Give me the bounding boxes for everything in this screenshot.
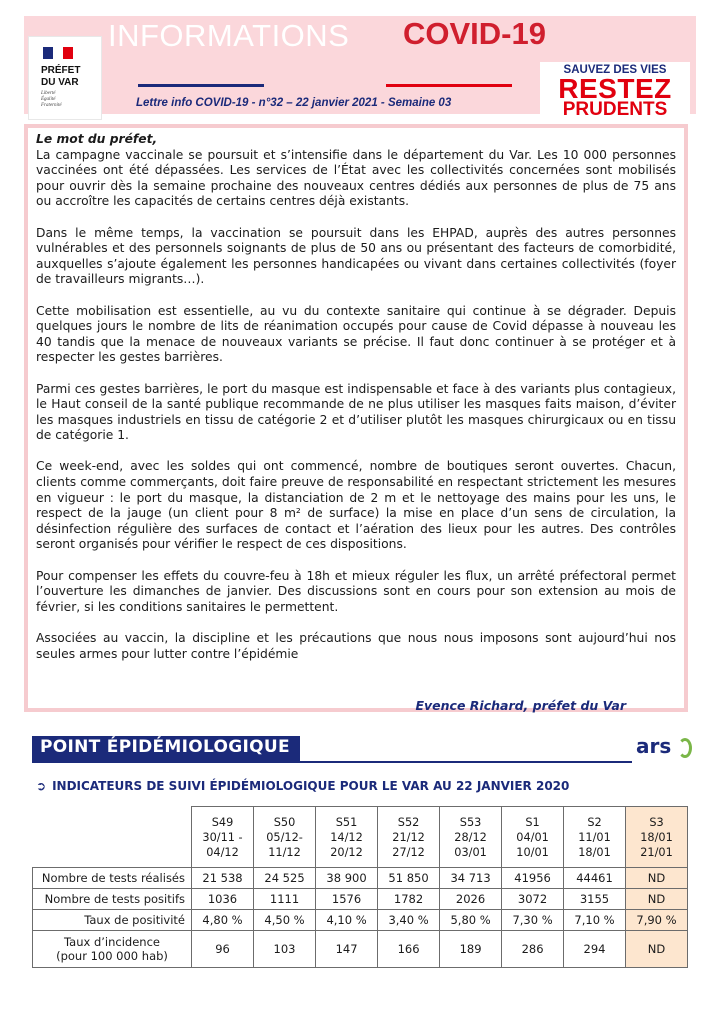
row-label: Nombre de tests positifs bbox=[33, 889, 192, 910]
table-cell: 1782 bbox=[378, 889, 440, 910]
letter-paragraph: La campagne vaccinale se poursuit et s’intensifie dans le département du Var. Les 10 000 personnes vaccinées ont été dépassées. Les services de l’État avec les collectivités concernées sont mobilisés pour ouvrir dès la semaine prochaine des nouveaux centres dédiés aux personnes de plus de 75 ans ou accroître les capacités de certains centres déjà existants. bbox=[36, 147, 676, 209]
column-header-s3: S3 18/01 21/01 bbox=[625, 807, 687, 868]
table-cell: 7,30 % bbox=[502, 910, 564, 931]
table-cell: 2026 bbox=[440, 889, 502, 910]
campaign-line2: RESTEZ bbox=[558, 73, 672, 104]
table-cell: 41956 bbox=[502, 868, 564, 889]
table-cell: ND bbox=[625, 889, 687, 910]
letter-body bbox=[36, 132, 676, 678]
table-cell: 4,80 % bbox=[192, 910, 254, 931]
letter-heading: Le mot du préfet, bbox=[36, 132, 158, 146]
table-cell: 189 bbox=[440, 931, 502, 968]
table-cell: 286 bbox=[502, 931, 564, 968]
divider-blue bbox=[138, 84, 264, 87]
table-cell: 7,90 % bbox=[625, 910, 687, 931]
campaign-line3: PRUDENTS bbox=[562, 99, 668, 120]
ars-logo bbox=[636, 734, 696, 774]
section-title: POINT ÉPIDÉMIOLOGIQUE bbox=[40, 737, 290, 757]
table-row bbox=[33, 868, 688, 889]
table-corner-cell bbox=[33, 807, 192, 868]
ars-wordmark: ars bbox=[636, 734, 672, 758]
logo-line2: DU VAR bbox=[41, 77, 79, 88]
column-header-s1: S1 04/01 10/01 bbox=[502, 807, 564, 868]
column-header-s51: S51 14/12 20/12 bbox=[316, 807, 378, 868]
letter-paragraph: Dans le même temps, la vaccination se poursuit dans les EHPAD, auprès des autres personnes vulnérables et des personnels soignants de plus de 50 ans ou présentant des facteurs de comorbidité, auxquelles s’ajoute également les personnes handicapées ou vivant dans certaines collectivités (foyer de travailleurs migrants…). bbox=[36, 225, 676, 287]
row-label: Taux de positivité bbox=[33, 910, 192, 931]
column-header-s49: S49 30/11 - 04/12 bbox=[192, 807, 254, 868]
prefect-letter bbox=[24, 124, 688, 712]
table-cell: 51 850 bbox=[378, 868, 440, 889]
table-cell: 3,40 % bbox=[378, 910, 440, 931]
table-row bbox=[33, 910, 688, 931]
table-cell: 4,10 % bbox=[316, 910, 378, 931]
table-cell: 103 bbox=[254, 931, 316, 968]
indicator-heading bbox=[36, 779, 569, 793]
section-underline bbox=[32, 761, 632, 763]
table-header-row bbox=[33, 807, 688, 868]
column-header-s2: S2 11/01 18/01 bbox=[564, 807, 626, 868]
table-row bbox=[33, 931, 688, 968]
table-cell: 1036 bbox=[192, 889, 254, 910]
ars-swirl-icon bbox=[678, 738, 692, 758]
logo-motto: Liberté Égalité Fraternité bbox=[41, 91, 62, 108]
newsletter-subtitle: Lettre info COVID-19 - n°32 – 22 janvier 2021 - Semaine 03 bbox=[136, 97, 452, 109]
table-cell: 24 525 bbox=[254, 868, 316, 889]
prefet-logo bbox=[28, 36, 102, 120]
table-cell: 96 bbox=[192, 931, 254, 968]
table-cell: 21 538 bbox=[192, 868, 254, 889]
letter-paragraph: Ce week-end, avec les soldes qui ont commencé, nombre de boutiques seront ouvertes. Chacun, clients comme commerçants, doit faire preuve de responsabilité en respectant strictement les mesures en vigueur : le port du masque, la distanciation de 2 m et le nettoyage des mains pour les uns, le respect de la jauge (un client pour 8 m² de surface) la mise en place d’un sens de circulation, la désinfection régulière des surfaces de contact et l’aération des lieux pour les autres. Des contrôles seront organisés pour vérifier le respect de ces dispositions. bbox=[36, 459, 676, 552]
table-cell: 7,10 % bbox=[564, 910, 626, 931]
table-cell: ND bbox=[625, 931, 687, 968]
table-cell: 44461 bbox=[564, 868, 626, 889]
table-cell: 4,50 % bbox=[254, 910, 316, 931]
table-cell: 5,80 % bbox=[440, 910, 502, 931]
letter-paragraph: Pour compenser les effets du couvre-feu à 18h et mieux réguler les flux, un arrêté préfectoral permet l’ouverture les dimanches de janvier. Des discussions sont en cours pour son extension au mois de février, si les conditions sanitaires le permettent. bbox=[36, 568, 676, 614]
title-covid: COVID-19 bbox=[403, 16, 546, 51]
arrow-icon: ➲ bbox=[36, 779, 47, 793]
letter-signature: Evence Richard, préfet du Var bbox=[415, 698, 626, 713]
letter-paragraph: Cette mobilisation est essentielle, au vu du contexte sanitaire qui continue à se dégrader. Depuis quelques jours le nombre de lits de réanimation occupés pour cause de Covid dépasse à nouveau les 40 tandis que la menace de nouveaux variants se précise. Il faut donc continuer à se protéger et à respecter les gestes barrières. bbox=[36, 303, 676, 365]
column-header-s52: S52 21/12 27/12 bbox=[378, 807, 440, 868]
campaign-badge bbox=[540, 62, 690, 120]
table-cell: 3155 bbox=[564, 889, 626, 910]
column-header-s53: S53 28/12 03/01 bbox=[440, 807, 502, 868]
row-label: Nombre de tests réalisés bbox=[33, 868, 192, 889]
table-row bbox=[33, 889, 688, 910]
table-cell: 34 713 bbox=[440, 868, 502, 889]
table-cell: 1111 bbox=[254, 889, 316, 910]
letter-paragraph: Associées au vaccin, la discipline et les précautions que nous nous imposons sont aujourd’hui nos seules armes pour lutter contre l’épidémie bbox=[36, 631, 676, 661]
divider-red bbox=[386, 84, 512, 87]
column-header-s50: S50 05/12- 11/12 bbox=[254, 807, 316, 868]
table-cell: 166 bbox=[378, 931, 440, 968]
table-cell: 1576 bbox=[316, 889, 378, 910]
table-cell: 147 bbox=[316, 931, 378, 968]
indicator-title: INDICATEURS DE SUIVI ÉPIDÉMIOLOGIQUE POUR LE VAR AU 22 JANVIER 2020 bbox=[52, 779, 570, 793]
french-flag-icon bbox=[43, 47, 73, 59]
campaign-line1: SAUVEZ DES VIES bbox=[563, 64, 667, 76]
epidemiology-table bbox=[32, 806, 688, 968]
row-label: Taux d’incidence (pour 100 000 hab) bbox=[33, 931, 192, 968]
table-cell: 38 900 bbox=[316, 868, 378, 889]
table-cell: ND bbox=[625, 868, 687, 889]
table-cell: 294 bbox=[564, 931, 626, 968]
logo-line1: PRÉFET bbox=[41, 65, 81, 76]
title-informations: INFORMATIONS bbox=[108, 18, 350, 53]
letter-paragraph: Parmi ces gestes barrières, le port du masque est indispensable et face à des variants plus contagieux, le Haut conseil de la santé publique recommande de ne plus utiliser les masques faits maison, d’éviter les masques industriels en tissu de catégorie 2 et d’utiliser plutôt les masques chirurgicaux ou en tissu de catégorie 1. bbox=[36, 381, 676, 443]
table-cell: 3072 bbox=[502, 889, 564, 910]
